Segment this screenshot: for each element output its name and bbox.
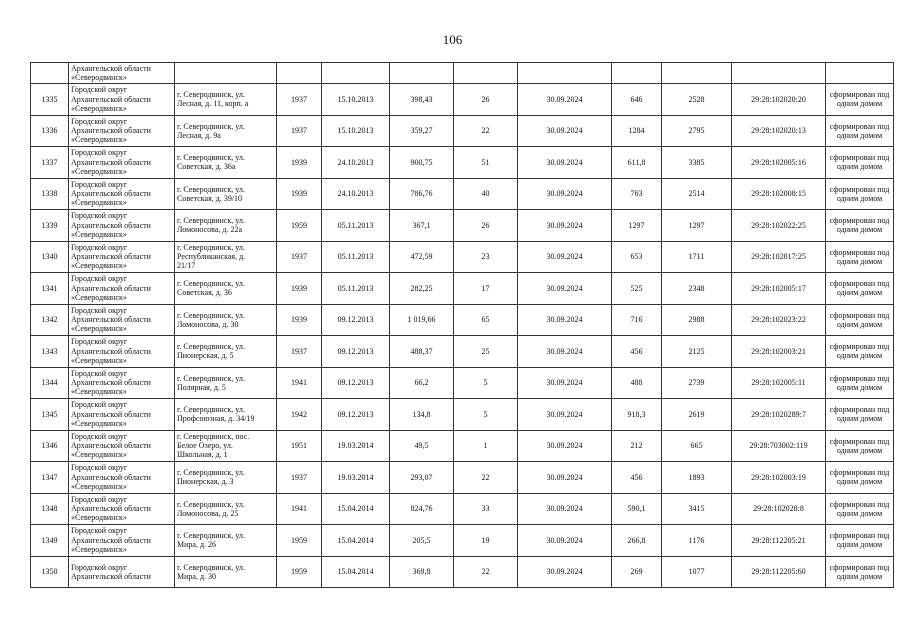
cell-year: 1937 [277,462,322,494]
cell-date: 05.11.2013 [322,241,390,273]
cell-plan-date: 30.09.2024 [518,115,612,147]
cell-cadastre-number: 29:28:703002:119 [732,430,826,462]
cell-cadastre-number: 29:28:102003:21 [732,336,826,368]
cell-residents: 23 [454,241,518,273]
cell-cost: 3415 [662,493,732,525]
cell-residents: 17 [454,273,518,305]
cell-num: 1349 [31,525,69,557]
cell-plan-date: 30.09.2024 [518,210,612,242]
cell-area: 367,1 [390,210,454,242]
cell-date: 05.11.2013 [322,273,390,305]
cell-land-area: 456 [612,462,662,494]
cell-residents: 22 [454,556,518,588]
cell-status: сформирован под одним домом [826,493,894,525]
cell-address: г. Северодвинск, ул. Республиканская, д. 21/17 [175,241,277,273]
cell-area: 824,76 [390,493,454,525]
cell-owner: Городской округ Архангельской области «Северодвинск» [69,84,175,116]
cell-year: 1959 [277,556,322,588]
table-row [31,525,894,557]
cell-land-area: 269 [612,556,662,588]
cell-year: 1951 [277,430,322,462]
cell-date: 15.04.2014 [322,493,390,525]
cell-cost: 2528 [662,84,732,116]
cell-area: 282,25 [390,273,454,305]
cell-owner: Городской округ Архангельской области «Северодвинск» [69,399,175,431]
housing-register-table [30,62,894,588]
cell-address: г. Северодвинск, ул. Профсоюзная, д. 34/19 [175,399,277,431]
cell-address: г. Северодвинск, ул. Мира, д. 30 [175,556,277,588]
cell-owner: Городской округ Архангельской области «Северодвинск» [69,115,175,147]
cell-owner: Городской округ Архангельской области «Северодвинск» [69,430,175,462]
cell-owner: Городской округ Архангельской области «Северодвинск» [69,525,175,557]
cell-area: 205,5 [390,525,454,557]
cell-status: сформирован под одним домом [826,556,894,588]
table-row [31,210,894,242]
cell-year: 1937 [277,241,322,273]
cell-date: 15.10.2013 [322,84,390,116]
cell-year: 1937 [277,84,322,116]
cell-cost: 1297 [662,210,732,242]
table-row [31,462,894,494]
cell-plan-date: 30.09.2024 [518,336,612,368]
cell-area: 488,37 [390,336,454,368]
cell-date: 09.12.2013 [322,304,390,336]
cell-cost: 1176 [662,525,732,557]
cell-residents: 51 [454,147,518,179]
cell-area: 359,27 [390,115,454,147]
cell-year: 1937 [277,115,322,147]
cell-land-area: 456 [612,336,662,368]
cell-area: 49,5 [390,430,454,462]
cell-land-area: 488 [612,367,662,399]
cell-residents: 5 [454,399,518,431]
cell-cost: 2514 [662,178,732,210]
cell-owner: Городской округ Архангельской области «Северодвинск» [69,304,175,336]
cell-status: сформирован под одним домом [826,304,894,336]
cell-date: 15.10.2013 [322,115,390,147]
table-row [31,304,894,336]
cell-land-area: 716 [612,304,662,336]
cell-num: 1343 [31,336,69,368]
cell-date: 09.12.2013 [322,399,390,431]
cell-residents: 22 [454,462,518,494]
cell-residents: 22 [454,115,518,147]
cell-cost: 1077 [662,556,732,588]
cell-status: сформирован под одним домом [826,241,894,273]
table-row [31,147,894,179]
cell-cost: 2795 [662,115,732,147]
cell-num [31,63,69,84]
cell-land-area: 646 [612,84,662,116]
cell-year: 1942 [277,399,322,431]
cell-owner: Городской округ Архангельской области «Северодвинск» [69,241,175,273]
cell-status: сформирован под одним домом [826,178,894,210]
cell-num: 1344 [31,367,69,399]
cell-num: 1338 [31,178,69,210]
cell-status: сформирован под одним домом [826,462,894,494]
cell-cadastre-number: 29:28:112205:21 [732,525,826,557]
cell-cost: 1711 [662,241,732,273]
cell-cost: 665 [662,430,732,462]
cell-year: 1939 [277,147,322,179]
cell-cadastre-number: 29:28:102003:19 [732,462,826,494]
cell-owner: Городской округ Архангельской области «Северодвинск» [69,367,175,399]
cell-cadastre-number: 29:28:102005:11 [732,367,826,399]
cell-residents: 1 [454,430,518,462]
cell-cadastre-number: 29:28:102020:13 [732,115,826,147]
cell-year: 1941 [277,367,322,399]
cell-address: г. Северодвинск, ул. Ломоносова, д. 22а [175,210,277,242]
cell-plan-date: 30.09.2024 [518,525,612,557]
cell-address: г. Северодвинск, пос. Белое Озеро, ул. Школьная, д. 1 [175,430,277,462]
cell-cost: 2125 [662,336,732,368]
cell-area: 900,75 [390,147,454,179]
cell-land-area: 1284 [612,115,662,147]
cell-address: г. Северодвинск, ул. Советская, д. 36а [175,147,277,179]
cell-date: 15.04.2014 [322,556,390,588]
cell-plan-date: 30.09.2024 [518,147,612,179]
cell-plan-date: 30.09.2024 [518,493,612,525]
cell-cadastre-number: 29:28:102028:8 [732,493,826,525]
cell-plan-date: 30.09.2024 [518,399,612,431]
table-row [31,367,894,399]
cell-area: 786,76 [390,178,454,210]
cell-plan-date: 30.09.2024 [518,273,612,305]
cell-residents: 40 [454,178,518,210]
cell-num: 1339 [31,210,69,242]
cell-land-area: 1297 [612,210,662,242]
cell-address: г. Северодвинск, ул. Пионерская, д. 3 [175,462,277,494]
table-row [31,556,894,588]
cell-cost: 2988 [662,304,732,336]
cell-land-area: 266,8 [612,525,662,557]
table-row [31,399,894,431]
cell-area: 293,07 [390,462,454,494]
cell-owner: Городской округ Архангельской области «Северодвинск» [69,336,175,368]
cell-date: 19.03.2014 [322,430,390,462]
cell-owner: Городской округ Архангельской области «Северодвинск» [69,462,175,494]
cell-year: 1939 [277,304,322,336]
cell-residents: 33 [454,493,518,525]
cell-date: 15.04.2014 [322,525,390,557]
cell-date: 05.11.2013 [322,210,390,242]
cell-year: 1941 [277,493,322,525]
cell-plan-date: 30.09.2024 [518,556,612,588]
cell-address: г. Северодвинск, ул. Ломоносова, д. 25 [175,493,277,525]
cell-cadastre-number: 29:28:102005:16 [732,147,826,179]
table-row [31,336,894,368]
cell-date: 19.03.2014 [322,462,390,494]
cell-cost: 2619 [662,399,732,431]
cell-owner: Городской округ Архангельской области [69,556,175,588]
cell-area: 369,8 [390,556,454,588]
cell-owner: Городской округ Архангельской области «Северодвинск» [69,210,175,242]
cell-cost: 1893 [662,462,732,494]
cell-plan-date: 30.09.2024 [518,367,612,399]
cell-num: 1345 [31,399,69,431]
cell-year: 1937 [277,336,322,368]
cell-address: г. Северодвинск, ул. Ломоносова, д. 30 [175,304,277,336]
cell-status: сформирован под одним домом [826,273,894,305]
cell-residents: 65 [454,304,518,336]
cell-address: г. Северодвинск, ул. Лесная, д. 9а [175,115,277,147]
cell-status: сформирован под одним домом [826,399,894,431]
cell-num: 1342 [31,304,69,336]
cell-num: 1337 [31,147,69,179]
cell-status: сформирован под одним домом [826,210,894,242]
cell-date: 24.10.2013 [322,147,390,179]
cell-status: сформирован под одним домом [826,115,894,147]
cell-num: 1340 [31,241,69,273]
cell-residents: 26 [454,84,518,116]
cell-num: 1348 [31,493,69,525]
cell-date: 24.10.2013 [322,178,390,210]
cell-num: 1336 [31,115,69,147]
cell-status: сформирован под одним домом [826,367,894,399]
cell-area: 66,2 [390,367,454,399]
table-row [31,273,894,305]
cell-land-area: 525 [612,273,662,305]
cell-cadastre-number: 29:28:102020:20 [732,84,826,116]
cell-year: 1959 [277,210,322,242]
cell-area: 134,8 [390,399,454,431]
cell-cadastre-number: 29:28:102005:17 [732,273,826,305]
cell-land-area: 212 [612,430,662,462]
cell-plan-date: 30.09.2024 [518,178,612,210]
cell-status: сформирован под одним домом [826,147,894,179]
cell-num: 1346 [31,430,69,462]
cell-area: 398,43 [390,84,454,116]
table-row [31,241,894,273]
cell-land-area: 611,8 [612,147,662,179]
cell-cadastre-number: 29:28:102017:25 [732,241,826,273]
cell-land-area: 590,1 [612,493,662,525]
table-row [31,493,894,525]
cell-year: 1939 [277,178,322,210]
table-row [31,430,894,462]
cell-cost: 2348 [662,273,732,305]
cell-owner: Архангельской области «Северодвинск» [69,63,175,84]
cell-address: г. Северодвинск, ул. Полярная, д. 5 [175,367,277,399]
cell-plan-date: 30.09.2024 [518,462,612,494]
cell-land-area: 918,3 [612,399,662,431]
cell-num: 1341 [31,273,69,305]
cell-cost: 2739 [662,367,732,399]
table-row [31,115,894,147]
cell-owner: Городской округ Архангельской области «Северодвинск» [69,178,175,210]
cell-residents: 26 [454,210,518,242]
cell-num: 1350 [31,556,69,588]
cell-num: 1347 [31,462,69,494]
cell-num: 1335 [31,84,69,116]
table-row [31,84,894,116]
cell-residents: 5 [454,367,518,399]
cell-status: сформирован под одним домом [826,84,894,116]
cell-address: г. Северодвинск, ул. Советская, д. 39/10 [175,178,277,210]
cell-owner: Городской округ Архангельской области «Северодвинск» [69,493,175,525]
cell-land-area: 653 [612,241,662,273]
cell-year: 1959 [277,525,322,557]
cell-cadastre-number: 29:28:112205:60 [732,556,826,588]
cell-address: г. Северодвинск, ул. Лесная, д. 11, корп. а [175,84,277,116]
cell-year: 1939 [277,273,322,305]
cell-cadastre-number: 29:28:1020289:7 [732,399,826,431]
cell-address: г. Северодвинск, ул. Пионерская, д. 5 [175,336,277,368]
cell-area: 472,59 [390,241,454,273]
cell-residents: 19 [454,525,518,557]
cell-area: 1 019,66 [390,304,454,336]
page-number: 106 [442,32,463,47]
cell-residents: 25 [454,336,518,368]
cell-cadastre-number: 29:28:102023:22 [732,304,826,336]
cell-status: сформирован под одним домом [826,336,894,368]
cell-cost: 3385 [662,147,732,179]
continuation-row [31,63,894,84]
cell-plan-date: 30.09.2024 [518,304,612,336]
cell-cadastre-number: 29:28:102022:25 [732,210,826,242]
cell-status: сформирован под одним домом [826,525,894,557]
cell-status: сформирован под одним домом [826,430,894,462]
cell-plan-date: 30.09.2024 [518,430,612,462]
cell-address: г. Северодвинск, ул. Мира, д. 26 [175,525,277,557]
cell-cadastre-number: 29:28:102008:15 [732,178,826,210]
cell-plan-date: 30.09.2024 [518,241,612,273]
cell-owner: Городской округ Архангельской области «Северодвинск» [69,273,175,305]
cell-owner: Городской округ Архангельской области «Северодвинск» [69,147,175,179]
cell-land-area: 763 [612,178,662,210]
table-row [31,178,894,210]
cell-date: 09.12.2013 [322,367,390,399]
cell-plan-date: 30.09.2024 [518,84,612,116]
cell-address: г. Северодвинск, ул. Советская, д. 36 [175,273,277,305]
cell-date: 09.12.2013 [322,336,390,368]
